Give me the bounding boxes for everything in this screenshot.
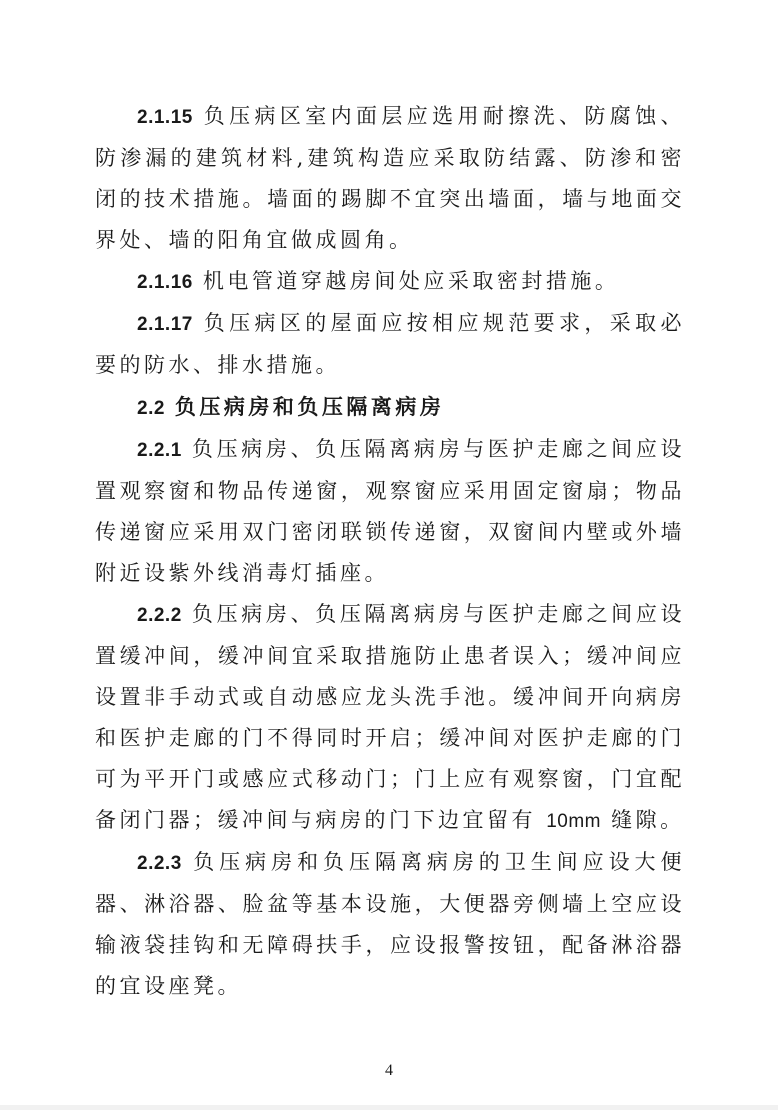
clause-text: 负压病房、负压隔离病房与医护走廊之间应设置观察窗和物品传递窗，观察窗应采用固定窗扇；物品传递窗应采用双门密闭联锁传递窗，双窗间内壁或外墙附近设紫外线消毒灯插座。 <box>95 437 685 585</box>
clause-text: 机电管道穿越房间处应采取密封措施。 <box>202 269 620 293</box>
clause-text: 负压病房和负压隔离病房的卫生间应设大便器、淋浴器、脸盆等基本设施，大便器旁侧墙上空应设输液袋挂钩和无障碍扶手，应设报警按钮，配备淋浴器的宜设座凳。 <box>95 850 685 998</box>
paragraph-2-1-17 <box>95 303 685 386</box>
clause-text: 缝隙。 <box>600 808 685 832</box>
document-body <box>95 96 685 1007</box>
paragraph-2-2-3 <box>95 842 685 1007</box>
page-number: 4 <box>385 1062 393 1079</box>
page-bottom-edge <box>0 1105 778 1110</box>
paragraph-2-2-2 <box>95 594 685 842</box>
section-number: 2.2 <box>137 398 165 419</box>
clause-number: 2.1.16 <box>137 272 193 293</box>
paragraph-2-1-15 <box>95 96 685 261</box>
paragraph-2-1-16 <box>95 261 685 303</box>
paragraph-2-2-1 <box>95 429 685 594</box>
measurement-value: 10mm <box>546 811 601 832</box>
clause-number: 2.1.17 <box>137 314 193 335</box>
clause-number: 2.2.3 <box>137 853 182 874</box>
clause-text: 负压病房、负压隔离病房与医护走廊之间应设置缓冲间，缓冲间宜采取措施防止患者误入；缓冲间应设置非手动式或自动感应龙头洗手池。缓冲间开向病房和医护走廊的门不得同时开启；缓冲间对医护走廊的门可为平开门或感应式移动门；门上应有观察窗，门宜配备闭门器；缓冲间与病房的门下边宜留有 <box>95 602 685 832</box>
clause-number: 2.1.15 <box>137 107 193 128</box>
clause-number: 2.2.1 <box>137 440 182 461</box>
clause-text: 负压病区的屋面应按相应规范要求，采取必要的防水、排水措施。 <box>95 311 685 377</box>
clause-text: 负压病区室内面层应选用耐擦洗、防腐蚀、防渗漏的建筑材料,建筑构造应采取防结露、防渗和密闭的技术措施。墙面的踢脚不宜突出墙面，墙与地面交界处、墙的阳角宜做成圆角。 <box>95 104 685 252</box>
section-title: 负压病房和负压隔离病房 <box>174 394 445 419</box>
clause-number: 2.2.2 <box>137 605 182 626</box>
section-heading-2-2 <box>95 386 685 429</box>
